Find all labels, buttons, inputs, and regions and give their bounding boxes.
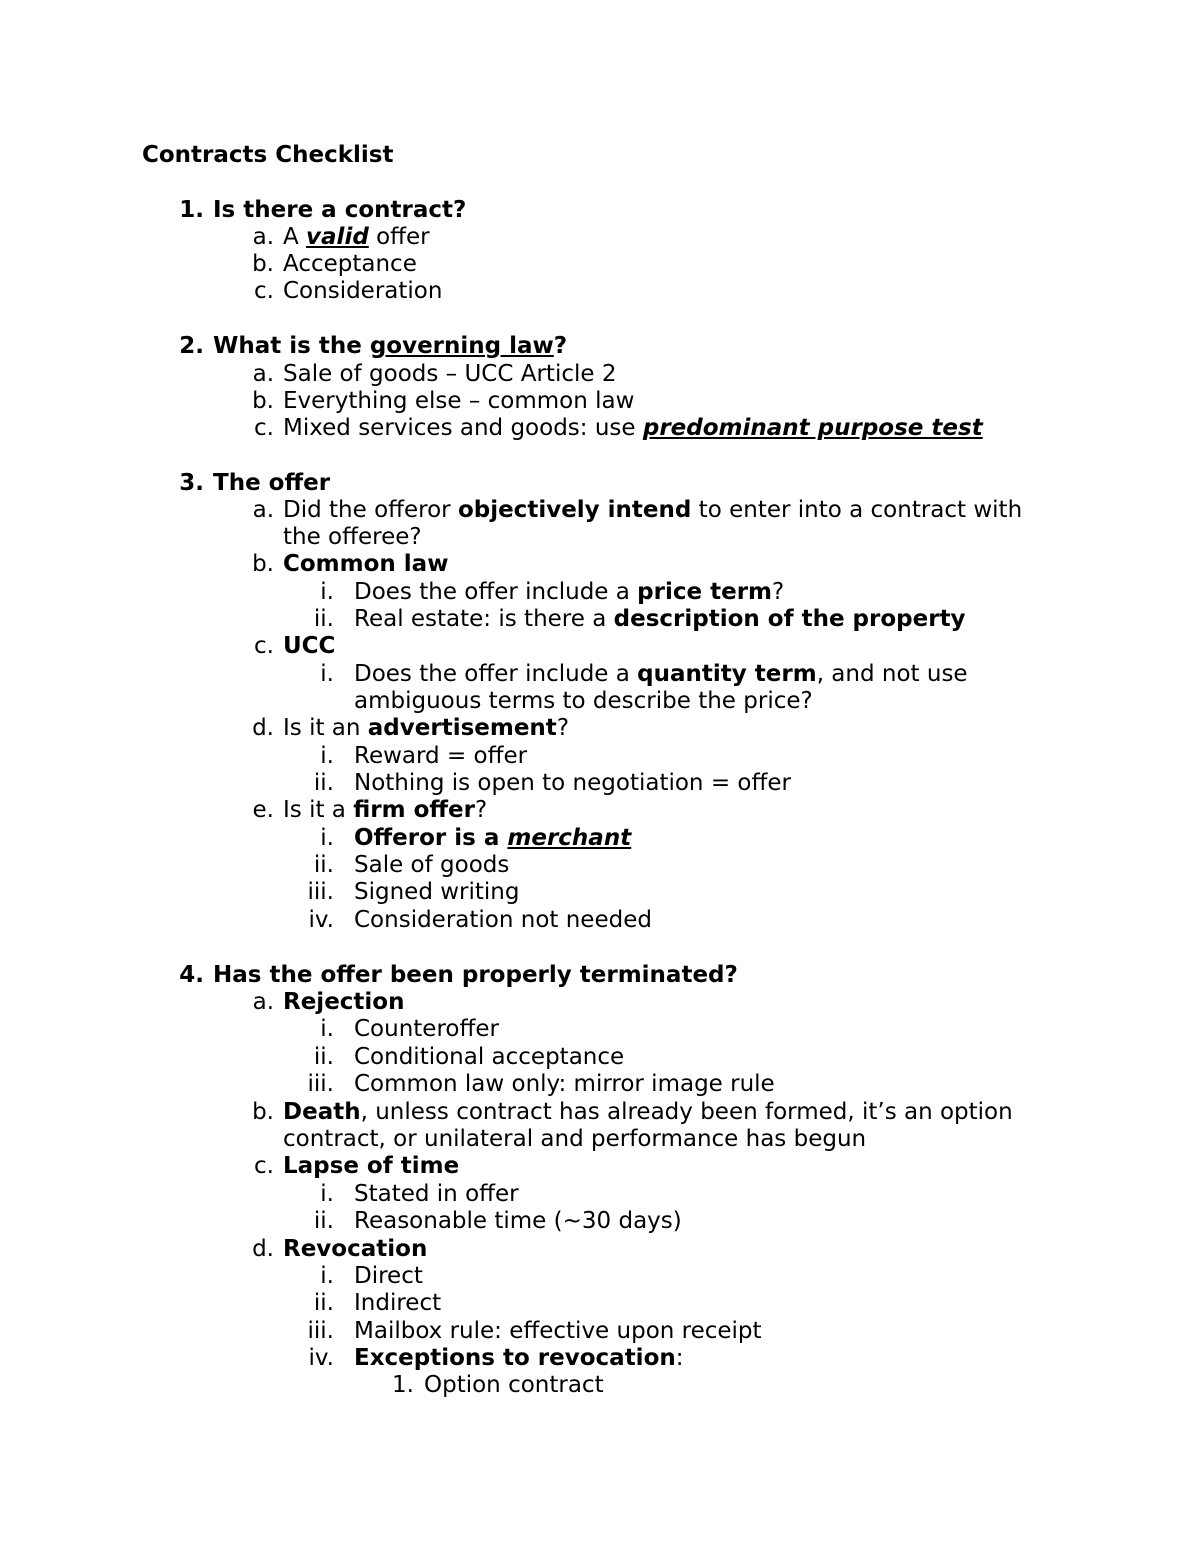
item-4d-i: Direct <box>354 1263 423 1289</box>
section-2-marker: 2. <box>179 333 204 359</box>
item-3d-i: Reward = offer <box>354 743 528 769</box>
text: What is the <box>213 333 370 359</box>
item-4a-marker: a. <box>252 989 274 1015</box>
item-3a <box>283 497 1022 524</box>
item-1a-marker: a. <box>252 224 274 250</box>
item-4a-iii-marker: iii. <box>307 1071 334 1097</box>
item-3e-marker: e. <box>252 797 274 823</box>
item-4d-i-marker: i. <box>320 1263 334 1289</box>
item-4d-ii-marker: ii. <box>313 1290 334 1316</box>
item-3d <box>283 715 569 742</box>
item-4d-iv-marker: iv. <box>308 1345 334 1371</box>
item-4d-marker: d. <box>252 1236 274 1262</box>
item-4c-i-marker: i. <box>320 1181 334 1207</box>
item-4d-iv <box>354 1345 684 1372</box>
section-3-marker: 3. <box>179 470 204 496</box>
item-3b-heading: Common law <box>283 551 449 577</box>
text: to enter into a contract with <box>691 497 1023 523</box>
section-3-heading: The offer <box>213 470 331 496</box>
emphasis-advertisement: advertisement <box>367 715 557 741</box>
item-3e-ii: Sale of goods <box>354 852 510 878</box>
item-3c-i-continued: ambiguous terms to describe the price? <box>354 688 813 714</box>
emphasis-predominant-purpose-test: predominant purpose test <box>642 415 983 441</box>
item-3d-i-marker: i. <box>320 743 334 769</box>
item-3e-iv: Consideration not needed <box>354 907 652 933</box>
item-3a-continued: the offeree? <box>283 524 422 550</box>
item-4c-ii-marker: ii. <box>313 1208 334 1234</box>
text: ? <box>772 579 785 605</box>
item-4d-iii: Mailbox rule: effective upon receipt <box>354 1318 762 1344</box>
item-3e-i-marker: i. <box>320 825 334 851</box>
document-title: Contracts Checklist <box>142 142 394 168</box>
section-1-heading: Is there a contract? <box>213 197 467 223</box>
emphasis-death: Death <box>283 1099 361 1125</box>
item-3e-i <box>354 825 631 852</box>
item-3e <box>283 797 487 824</box>
item-3a-marker: a. <box>252 497 274 523</box>
item-3e-ii-marker: ii. <box>313 852 334 878</box>
item-4c-heading: Lapse of time <box>283 1153 460 1179</box>
item-3c-i <box>354 661 968 688</box>
emphasis-governing-law: governing law <box>369 333 554 359</box>
item-2a-marker: a. <box>252 361 274 387</box>
text: Does the offer include a <box>354 579 638 605</box>
text: , and not use <box>816 661 968 687</box>
text: Is it a <box>283 797 354 823</box>
text: , unless contract has already been formed, it’s an option <box>360 1099 1013 1125</box>
item-3e-iv-marker: iv. <box>308 907 334 933</box>
emphasis-price-term: price term <box>637 579 773 605</box>
item-4a-ii: Conditional acceptance <box>354 1044 625 1070</box>
emphasis-exceptions-to-revocation: Exceptions to revocation <box>354 1345 676 1371</box>
item-4d-heading: Revocation <box>283 1236 428 1262</box>
section-2-heading <box>213 333 567 360</box>
text: ? <box>474 797 488 823</box>
item-2c-marker: c. <box>254 415 274 441</box>
item-3c-marker: c. <box>254 633 274 659</box>
section-1-marker: 1. <box>179 197 204 223</box>
item-3b-i <box>354 579 784 606</box>
item-4d-iv-1-marker: 1. <box>392 1372 414 1398</box>
item-4b <box>283 1099 1013 1126</box>
item-3b-i-marker: i. <box>320 579 334 605</box>
item-1b-marker: b. <box>252 251 274 277</box>
item-4c-marker: c. <box>254 1153 274 1179</box>
text: A <box>283 224 307 250</box>
section-4-marker: 4. <box>179 962 204 988</box>
emphasis-quantity-term: quantity term <box>637 661 817 687</box>
emphasis-description-of-property: description of the property <box>613 606 966 632</box>
section-4-heading: Has the offer been properly terminated? <box>213 962 738 988</box>
item-1b: Acceptance <box>283 251 417 277</box>
item-4a-i: Counteroffer <box>354 1016 499 1042</box>
item-3b-marker: b. <box>252 551 274 577</box>
item-3e-iii-marker: iii. <box>307 879 334 905</box>
item-4b-continued: contract, or unilateral and performance has begun <box>283 1126 867 1152</box>
item-4a-ii-marker: ii. <box>313 1044 334 1070</box>
item-3d-ii: Nothing is open to negotiation = offer <box>354 770 791 796</box>
item-4a-i-marker: i. <box>320 1016 334 1042</box>
item-4b-marker: b. <box>252 1099 274 1125</box>
emphasis-objectively-intend: objectively intend <box>457 497 692 523</box>
emphasis-firm-offer: firm offer <box>353 797 475 823</box>
text: ? <box>556 715 570 741</box>
item-4d-iv-1: Option contract <box>424 1372 604 1398</box>
item-2c <box>283 415 983 442</box>
text: Is it an <box>283 715 368 741</box>
item-4d-iii-marker: iii. <box>307 1318 334 1344</box>
item-3c-heading: UCC <box>283 633 336 659</box>
item-4a-iii: Common law only: mirror image rule <box>354 1071 775 1097</box>
item-1c: Consideration <box>283 278 443 304</box>
item-4c-ii: Reasonable time (~30 days) <box>354 1208 682 1234</box>
emphasis-merchant: merchant <box>507 825 632 851</box>
text: ? <box>553 333 568 359</box>
item-3b-ii-marker: ii. <box>313 606 334 632</box>
item-2b: Everything else – common law <box>283 388 635 414</box>
item-3d-ii-marker: ii. <box>313 770 334 796</box>
text: Did the offeror <box>283 497 458 523</box>
item-3d-marker: d. <box>252 715 274 741</box>
item-1c-marker: c. <box>254 278 274 304</box>
item-2a: Sale of goods – UCC Article 2 <box>283 361 617 387</box>
text: Real estate: is there a <box>354 606 614 632</box>
item-3c-i-marker: i. <box>320 661 334 687</box>
item-4d-ii: Indirect <box>354 1290 442 1316</box>
item-4c-i: Stated in offer <box>354 1181 519 1207</box>
text: Offeror is a <box>354 825 508 851</box>
item-3b-ii <box>354 606 966 633</box>
item-3e-iii: Signed writing <box>354 879 520 905</box>
item-1a <box>283 224 430 251</box>
emphasis-valid: valid <box>306 224 369 250</box>
text: : <box>675 1345 684 1371</box>
text: offer <box>368 224 430 250</box>
text: Does the offer include a <box>354 661 638 687</box>
item-2b-marker: b. <box>252 388 274 414</box>
item-4a-heading: Rejection <box>283 989 405 1015</box>
text: Mixed services and goods: use <box>283 415 643 441</box>
